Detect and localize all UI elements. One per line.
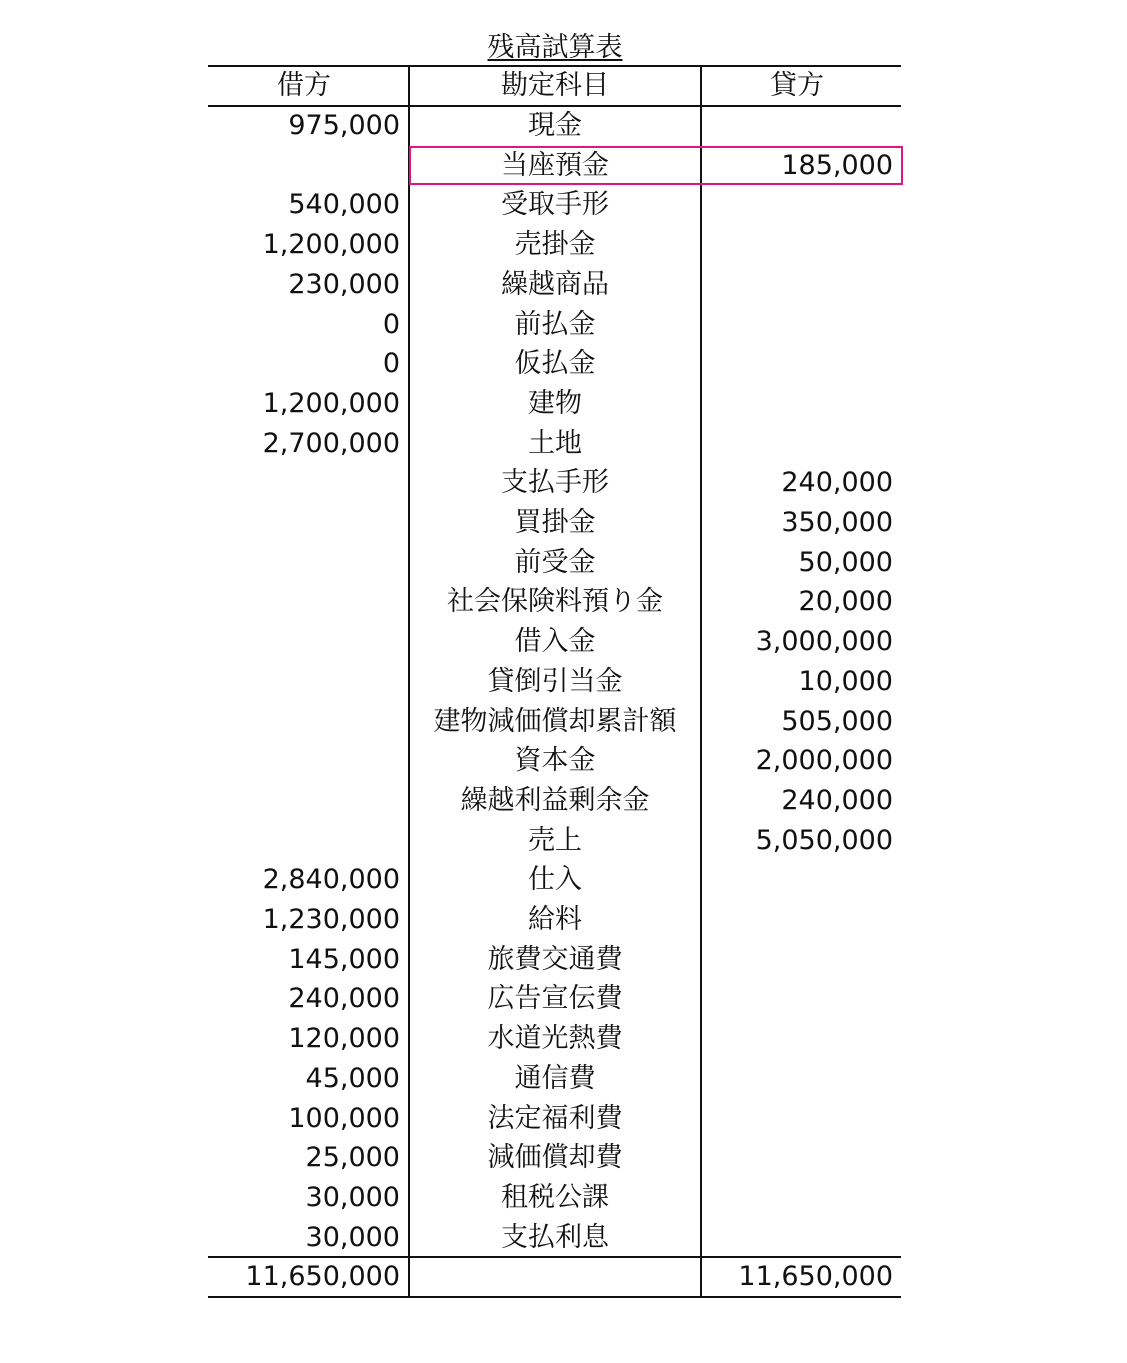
debit-cell: 1,200,000 bbox=[262, 229, 400, 261]
account-cell: 資本金 bbox=[514, 745, 596, 777]
table-row bbox=[208, 305, 901, 345]
table-row bbox=[208, 344, 901, 384]
table-row bbox=[208, 1218, 901, 1258]
credit-cell bbox=[701, 1218, 893, 1258]
debit-cell bbox=[208, 582, 400, 622]
debit-cell bbox=[208, 821, 400, 861]
account-cell: 仕入 bbox=[528, 864, 582, 896]
table-row bbox=[208, 702, 901, 742]
account-cell bbox=[409, 1257, 701, 1297]
account-cell: 受取手形 bbox=[501, 189, 609, 221]
debit-cell bbox=[208, 781, 400, 821]
table-row bbox=[208, 940, 901, 980]
table-row bbox=[208, 463, 901, 503]
table-row bbox=[208, 662, 901, 702]
debit-cell: 240,000 bbox=[288, 983, 400, 1015]
table-row bbox=[208, 1099, 901, 1139]
credit-cell bbox=[701, 1178, 893, 1218]
credit-cell bbox=[701, 1099, 893, 1139]
account-cell: 借入金 bbox=[514, 626, 596, 658]
debit-cell: 1,230,000 bbox=[262, 904, 400, 935]
debit-cell bbox=[208, 503, 400, 543]
header-top-rule bbox=[208, 65, 901, 67]
credit-cell bbox=[701, 1019, 893, 1059]
table-row bbox=[208, 384, 901, 424]
debit-cell: 30,000 bbox=[305, 1221, 400, 1253]
account-cell: 支払手形 bbox=[501, 467, 609, 499]
debit-cell: 120,000 bbox=[288, 1023, 400, 1055]
table-row bbox=[208, 106, 901, 146]
account-cell: 前払金 bbox=[514, 308, 596, 340]
debit-cell: 145,000 bbox=[288, 943, 400, 975]
credit-cell: 20,000 bbox=[798, 586, 893, 618]
debit-cell: 45,000 bbox=[305, 1062, 400, 1094]
table-row bbox=[208, 860, 901, 900]
credit-cell: 11,650,000 bbox=[738, 1261, 893, 1293]
credit-cell bbox=[701, 424, 893, 464]
account-cell: 繰越利益剰余金 bbox=[460, 784, 650, 816]
totals-row bbox=[208, 1257, 901, 1297]
debit-cell bbox=[208, 146, 400, 186]
table-row bbox=[208, 424, 901, 464]
debit-cell: 11,650,000 bbox=[245, 1261, 400, 1293]
credit-cell bbox=[701, 1138, 893, 1178]
table-row bbox=[208, 1019, 901, 1059]
account-cell: 建物減価償却累計額 bbox=[433, 705, 677, 737]
credit-cell: 185,000 bbox=[781, 149, 893, 181]
table-row bbox=[208, 1178, 901, 1218]
debit-cell: 975,000 bbox=[288, 110, 400, 141]
account-cell: 現金 bbox=[528, 110, 582, 141]
account-cell: 当座預金 bbox=[501, 149, 609, 181]
credit-cell bbox=[701, 344, 893, 384]
header-row bbox=[208, 66, 901, 106]
credit-cell bbox=[701, 106, 893, 146]
table-row bbox=[208, 622, 901, 662]
credit-cell: 240,000 bbox=[781, 784, 893, 816]
debit-cell bbox=[208, 543, 400, 583]
debit-cell: 25,000 bbox=[305, 1142, 400, 1174]
table-row bbox=[208, 741, 901, 781]
credit-cell bbox=[701, 900, 893, 940]
credit-cell: 240,000 bbox=[781, 467, 893, 499]
account-cell: 広告宣伝費 bbox=[487, 983, 623, 1015]
table-row bbox=[208, 979, 901, 1019]
table-row bbox=[208, 225, 901, 265]
credit-cell: 350,000 bbox=[781, 507, 893, 538]
credit-cell: 10,000 bbox=[798, 665, 893, 697]
debit-cell: 2,700,000 bbox=[262, 427, 400, 459]
credit-cell: 2,000,000 bbox=[755, 745, 893, 777]
credit-cell: 50,000 bbox=[798, 546, 893, 578]
title-text: 残高試算表 bbox=[487, 32, 623, 63]
account-cell: 建物 bbox=[528, 387, 582, 419]
account-cell: 水道光熱費 bbox=[487, 1023, 623, 1055]
header-account: 勘定科目 bbox=[501, 70, 609, 101]
table-row bbox=[208, 1138, 901, 1178]
debit-cell: 1,200,000 bbox=[262, 387, 400, 419]
credit-cell bbox=[701, 384, 893, 424]
account-cell: 旅費交通費 bbox=[487, 943, 623, 975]
table-row bbox=[208, 543, 901, 583]
debit-cell: 540,000 bbox=[288, 189, 400, 221]
table-row bbox=[208, 821, 901, 861]
credit-cell: 5,050,000 bbox=[755, 824, 893, 856]
debit-cell bbox=[208, 741, 400, 781]
debit-cell: 100,000 bbox=[288, 1102, 400, 1134]
account-cell: 買掛金 bbox=[514, 507, 596, 538]
credit-cell bbox=[701, 940, 893, 980]
header-debit: 借方 bbox=[277, 70, 331, 101]
header-credit: 貸方 bbox=[770, 70, 824, 101]
table-row bbox=[208, 781, 901, 821]
credit-cell bbox=[701, 1059, 893, 1099]
credit-cell: 3,000,000 bbox=[755, 626, 893, 658]
credit-cell bbox=[701, 265, 893, 305]
account-cell: 支払利息 bbox=[501, 1221, 609, 1253]
debit-cell: 0 bbox=[382, 308, 400, 340]
debit-cell: 30,000 bbox=[305, 1181, 400, 1213]
account-cell: 社会保険料預り金 bbox=[447, 586, 663, 618]
debit-cell bbox=[208, 702, 400, 742]
table-row bbox=[208, 265, 901, 305]
table-row bbox=[208, 1059, 901, 1099]
account-cell: 繰越商品 bbox=[501, 268, 609, 300]
credit-cell bbox=[701, 979, 893, 1019]
debit-cell: 0 bbox=[382, 348, 400, 380]
account-cell: 土地 bbox=[528, 427, 582, 459]
credit-cell bbox=[701, 305, 893, 345]
account-cell: 売掛金 bbox=[514, 229, 596, 261]
account-cell: 貸倒引当金 bbox=[487, 665, 623, 697]
account-cell: 租税公課 bbox=[501, 1181, 609, 1213]
credit-cell bbox=[701, 225, 893, 265]
credit-cell bbox=[701, 860, 893, 900]
account-cell: 通信費 bbox=[514, 1062, 596, 1094]
account-cell: 給料 bbox=[528, 904, 582, 935]
debit-cell: 2,840,000 bbox=[262, 864, 400, 896]
page-title bbox=[409, 28, 701, 68]
table-row bbox=[208, 503, 901, 543]
table-row bbox=[208, 900, 901, 940]
account-cell: 仮払金 bbox=[514, 348, 596, 380]
account-cell: 減価償却費 bbox=[487, 1142, 623, 1174]
credit-cell: 505,000 bbox=[781, 705, 893, 737]
credit-cell bbox=[701, 185, 893, 225]
account-cell: 売上 bbox=[528, 824, 582, 856]
debit-cell bbox=[208, 662, 400, 702]
debit-cell bbox=[208, 463, 400, 503]
debit-cell: 230,000 bbox=[288, 268, 400, 300]
account-cell: 前受金 bbox=[514, 546, 596, 578]
debit-cell bbox=[208, 622, 400, 662]
account-cell: 法定福利費 bbox=[487, 1102, 623, 1134]
table-row bbox=[208, 146, 901, 186]
table-row bbox=[208, 582, 901, 622]
table-row bbox=[208, 185, 901, 225]
